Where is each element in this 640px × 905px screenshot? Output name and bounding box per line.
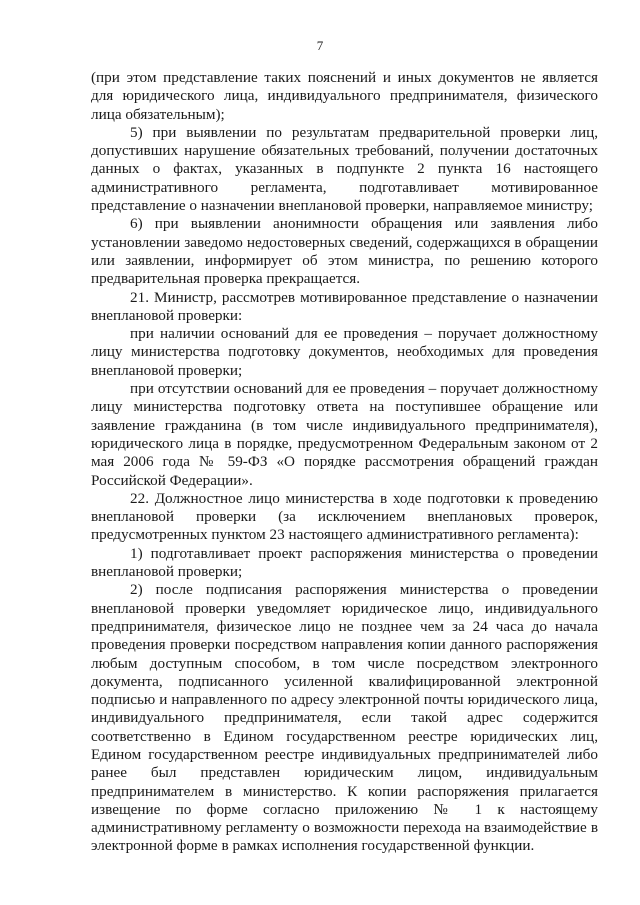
page-number: 7 [316,38,324,53]
paragraph-clause-21: 21. Министр, рассмотрев мотивированное представление о назначении внеплановой проверки: [91,288,598,324]
document-body [91,69,598,856]
paragraph-item-6: 6) при выявлении анонимности обращения или заявления либо установлении заведомо недостоверных сведений, содержащихся в обращении или заявлении, информирует об этом министра, по решению которого предварительная проверка прекращается. [91,215,598,288]
paragraph-clause-22: 22. Должностное лицо министерства в ходе подготовки к проведению внеплановой проверки (за исключением внеплановых проверок, предусмотренных пунктом 23 настоящего административного регламента): [91,489,598,544]
paragraph-continuation: (при этом представление таких пояснений и иных документов не является для юридического лица, индивидуального предпринимателя, физического лица обязательным); [91,69,598,123]
paragraph-clause-21-grounds: при наличии оснований для ее проведения – поручает должностному лицу министерства подготовку документов, необходимых для проведения внеплановой проверки; [91,325,598,379]
paragraph-clause-22-item-1: 1) подготавливает проект распоряжения министерства о проведении внеплановой проверки; [91,544,598,581]
paragraph-clause-22-item-2: 2) после подписания распоряжения министерства о проведении внеплановой проверки уведомляет юридическое лицо, индивидуального предпринимателя, физическое лицо не позднее чем за 24 часа до начала проведения проверки посредством направления копии данного распоряжения любым доступным способом, в том числе посредством электронного документа, подписанного усиленной квалифицированной электронной подписью и направленного по адресу электронной почты юридического лица, индивидуального предпринимателя, если такой адрес содержится соответственно в Едином государственном реестре юридических лиц, Едином государственном реестре индивидуальных предпринимателей либо ранее был представлен юридическим лицом, индивидуальным предпринимателем в министерство. К копии распоряжения прилагается извещение по форме согласно приложению № 1 к настоящему административному регламенту о возможности перехода на взаимодействие в электронной форме в рамках исполнения государственной функции. [91,581,598,855]
paragraph-item-5: 5) при выявлении по результатам предварительной проверки лиц, допустивших нарушение обязательных требований, получении достаточных данных о фактах, указанных в подпункте 2 пункта 16 настоящего административного регламента, подготавливает мотивированное представление о назначении внеплановой проверки, направляемое министру; [91,123,598,215]
paragraph-clause-21-no-grounds: при отсутствии оснований для ее проведения – поручает должностному лицу министерства подготовку ответа на поступившее обращение или заявление гражданина (в том числе индивидуального предпринимателя), юридического лица в порядке, предусмотренном Федеральным законом от 2 мая 2006 года № 59-ФЗ «О порядке рассмотрения обращений граждан Российской Федерации». [91,380,598,489]
